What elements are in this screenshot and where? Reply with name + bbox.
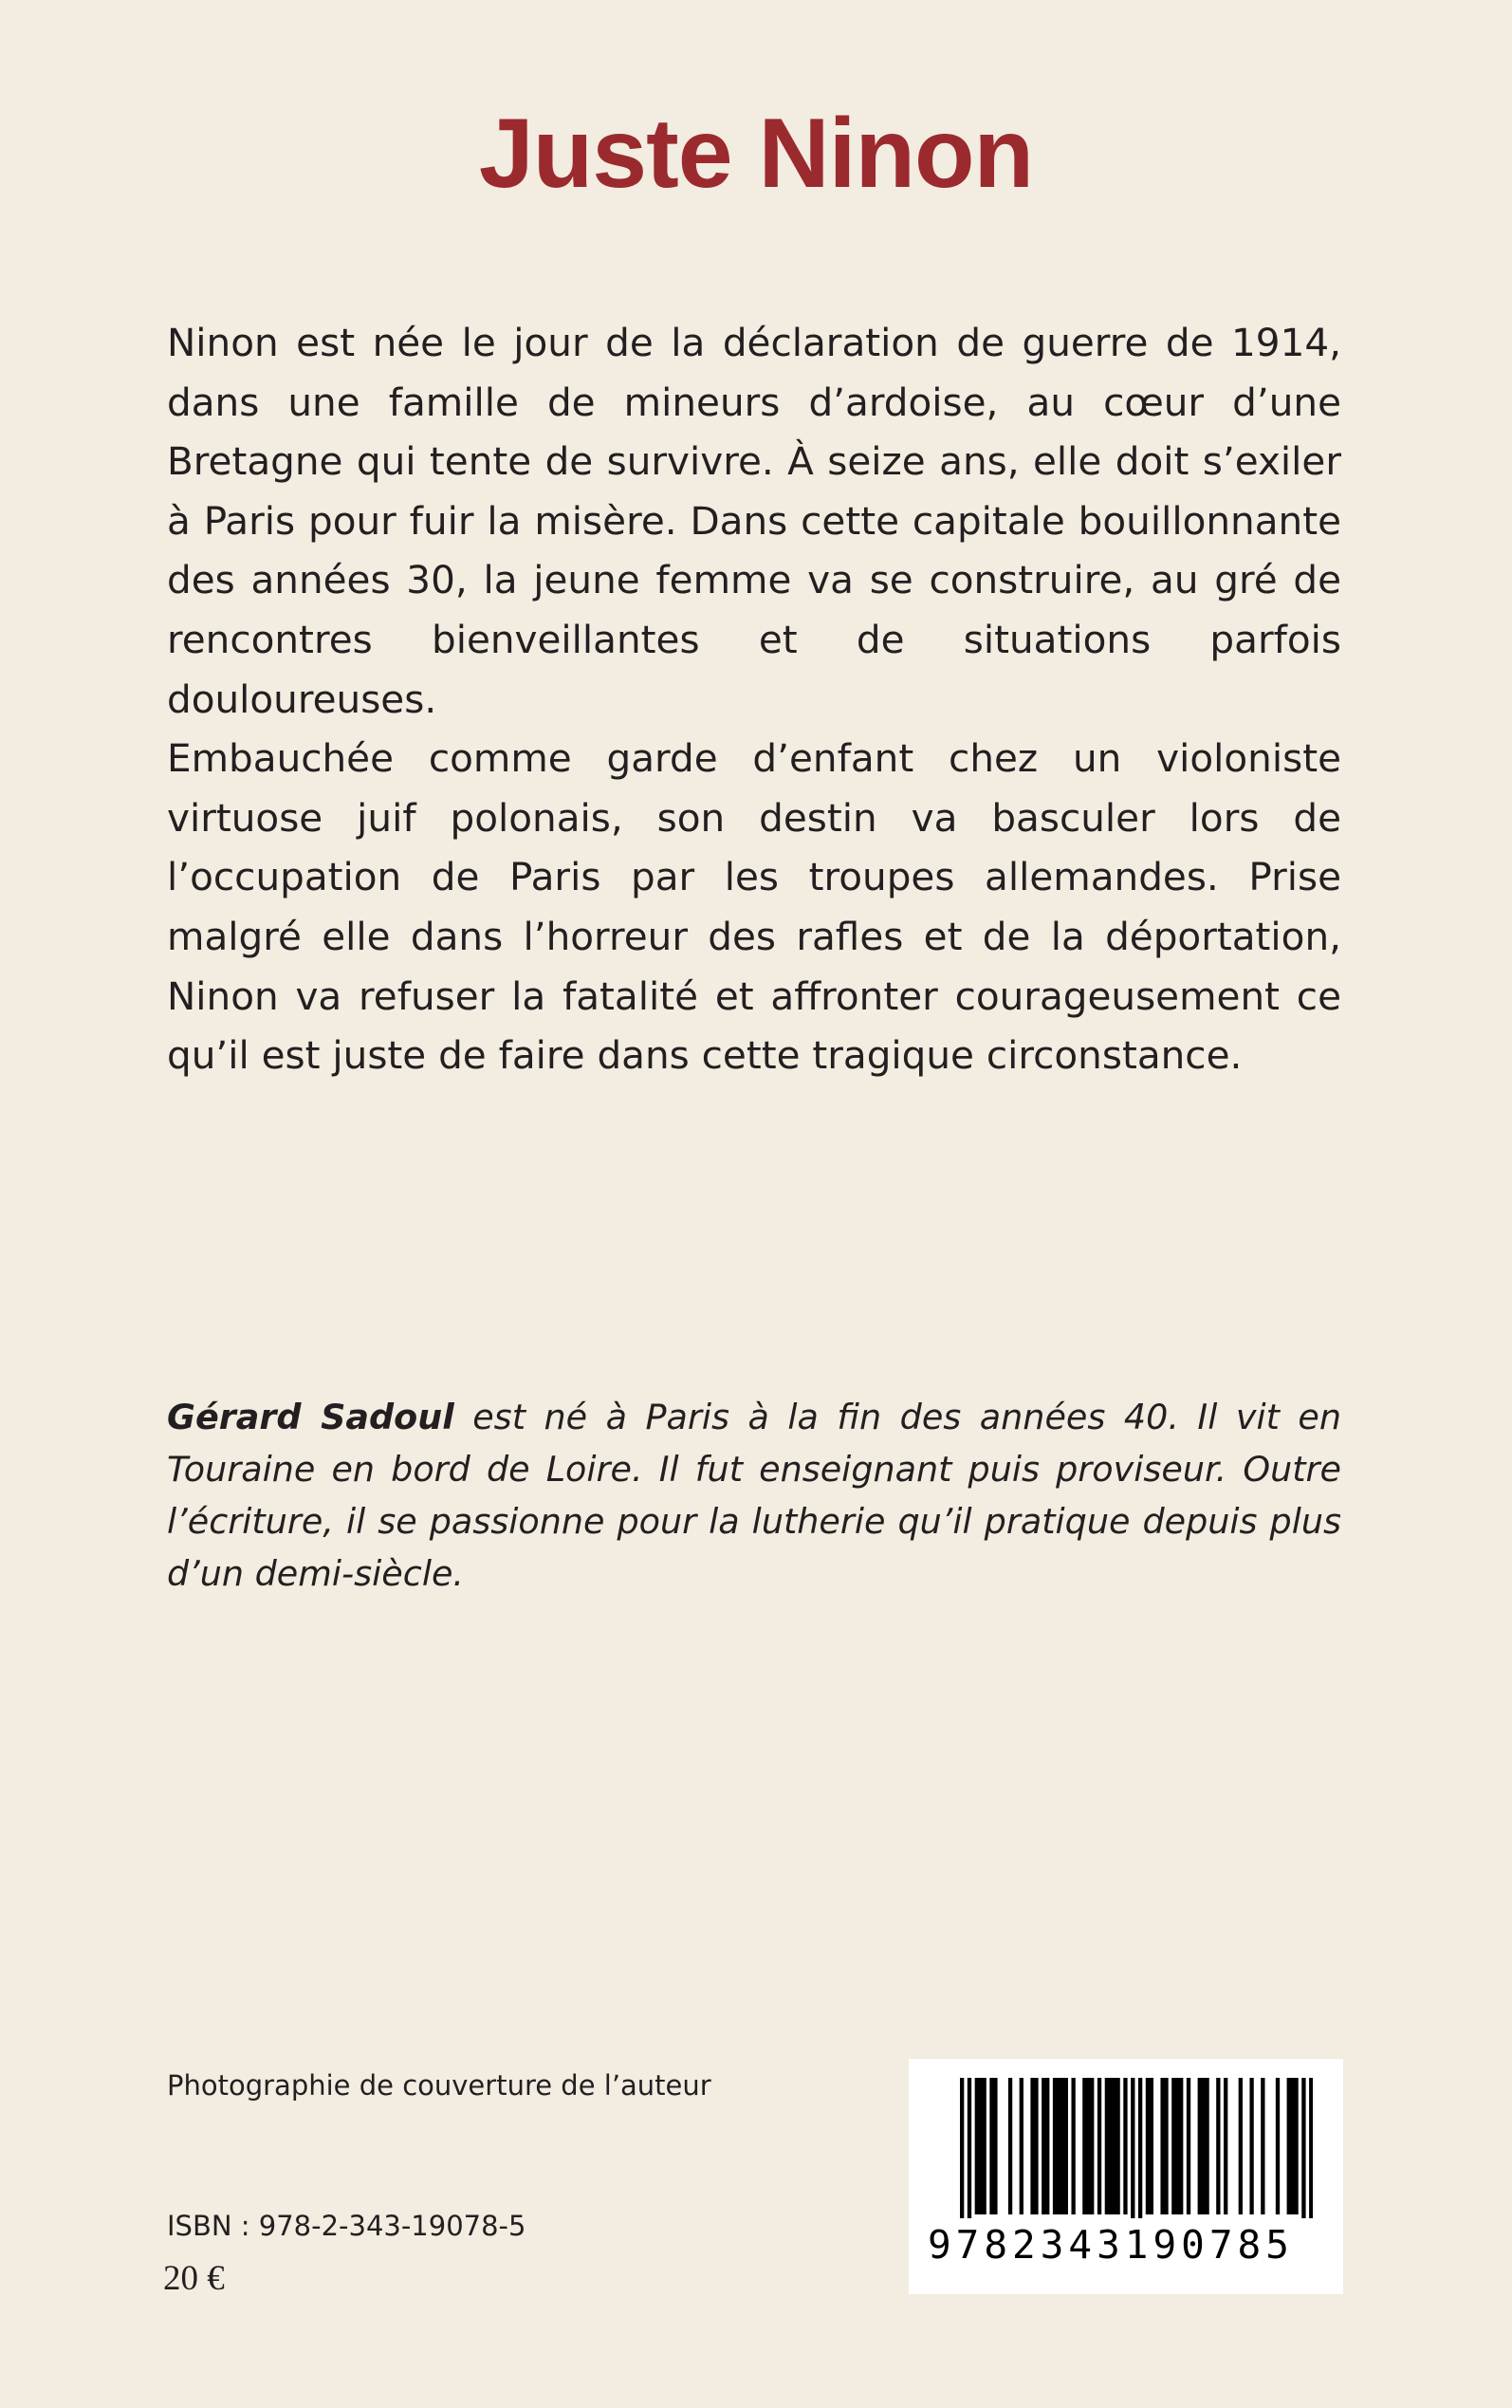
isbn-label: ISBN : 978-2-343-19078-5 — [167, 2210, 526, 2242]
barcode-bar — [1105, 2078, 1109, 2214]
photo-credit: Photographie de couverture de l’auteur — [167, 2069, 711, 2102]
barcode-bar — [1057, 2078, 1060, 2214]
barcode-bars — [960, 2078, 1313, 2233]
barcode-bar — [1160, 2078, 1164, 2214]
barcode-bar — [1020, 2078, 1023, 2214]
barcode-bar — [1008, 2078, 1012, 2214]
barcode-bar — [989, 2078, 993, 2214]
barcode-bar — [1090, 2078, 1094, 2214]
barcode-bar — [1123, 2078, 1127, 2214]
barcode-bar — [1164, 2078, 1168, 2214]
barcode-bar — [1224, 2078, 1227, 2214]
barcode-bar — [960, 2078, 964, 2233]
blurb-paragraph: Embauchée comme garde d’enfant chez un violoniste virtuose juif polonais, son destin va basculer lors de l’occupation de Paris par les troupes allemandes. Prise malgré elle dans l’horreur des rafles et de la déportation, Ninon va refuser la fatalité et affronter courageusement ce qu’il est juste de faire dans cette tragique circonstance. — [167, 735, 1341, 1079]
barcode-bar — [979, 2078, 983, 2214]
barcode-bar — [975, 2078, 979, 2214]
barcode-bar — [1071, 2078, 1075, 2214]
barcode-bar — [1146, 2078, 1150, 2214]
barcode-bar — [993, 2078, 997, 2214]
barcode-bar — [1034, 2078, 1038, 2214]
barcode-bar — [1202, 2078, 1206, 2214]
barcode-bar — [1249, 2078, 1253, 2214]
barcode-bar — [1309, 2078, 1313, 2233]
barcode-bar — [1276, 2078, 1280, 2214]
barcode-bar — [1287, 2078, 1291, 2214]
barcode-bar — [1150, 2078, 1153, 2214]
barcode-bar — [968, 2078, 971, 2233]
barcode-bar — [1030, 2078, 1034, 2214]
barcode-bar — [1116, 2078, 1119, 2214]
barcode-bar — [1045, 2078, 1049, 2214]
barcode-bar — [1082, 2078, 1086, 2214]
barcode-bar — [1179, 2078, 1183, 2214]
barcode-bar — [1301, 2078, 1305, 2233]
barcode-bar — [1097, 2078, 1101, 2214]
author-bio — [167, 1391, 1341, 1600]
barcode-digits: 9782343190785 — [928, 2218, 1326, 2271]
barcode-bar — [1138, 2078, 1142, 2233]
barcode-bar — [1175, 2078, 1179, 2214]
barcode-bar — [1042, 2078, 1045, 2214]
author-bio-text: est né à Paris à la fin des années 40. Il vit en Touraine en bord de Loire. Il fut enseignant puis proviseur. Outre l’écriture, il se passionne pour la lutherie qu’il pratique depuis plus d’un demi-siècle. — [167, 1397, 1341, 1594]
barcode-bar — [1205, 2078, 1208, 2214]
barcode-bar — [1053, 2078, 1057, 2214]
barcode-bar — [1291, 2078, 1295, 2214]
barcode-bar — [1171, 2078, 1175, 2214]
barcode-bar — [1261, 2078, 1264, 2214]
author-name: Gérard Sadoul — [167, 1397, 454, 1437]
barcode-bar — [1187, 2078, 1190, 2214]
barcode-bar — [1086, 2078, 1090, 2214]
barcode-bar — [1131, 2078, 1134, 2233]
barcode — [909, 2059, 1343, 2294]
barcode-bar — [1064, 2078, 1068, 2214]
barcode-bar — [982, 2078, 986, 2214]
barcode-bar — [1109, 2078, 1113, 2214]
price-label: 20 € — [163, 2259, 225, 2298]
barcode-bar — [1216, 2078, 1220, 2214]
barcode-bar — [1239, 2078, 1243, 2214]
book-title: Juste Ninon — [478, 99, 1034, 209]
book-blurb — [167, 313, 1341, 1085]
barcode-bar — [1198, 2078, 1202, 2214]
barcode-bar — [1113, 2078, 1116, 2214]
barcode-bar — [1060, 2078, 1064, 2214]
barcode-bar — [1294, 2078, 1298, 2214]
blurb-paragraph: Ninon est née le jour de la déclaration de guerre de 1914, dans une famille de mineurs d’ardoise, au cœur d’une Bretagne qui tente de survivre. À seize ans, elle doit s’exiler à Paris pour fuir la misère. Dans cette capitale bouillonnante des années 30, la jeune femme va se construire, au gré de rencontres bienveillantes et de situations parfois douloureuses. — [167, 320, 1341, 722]
